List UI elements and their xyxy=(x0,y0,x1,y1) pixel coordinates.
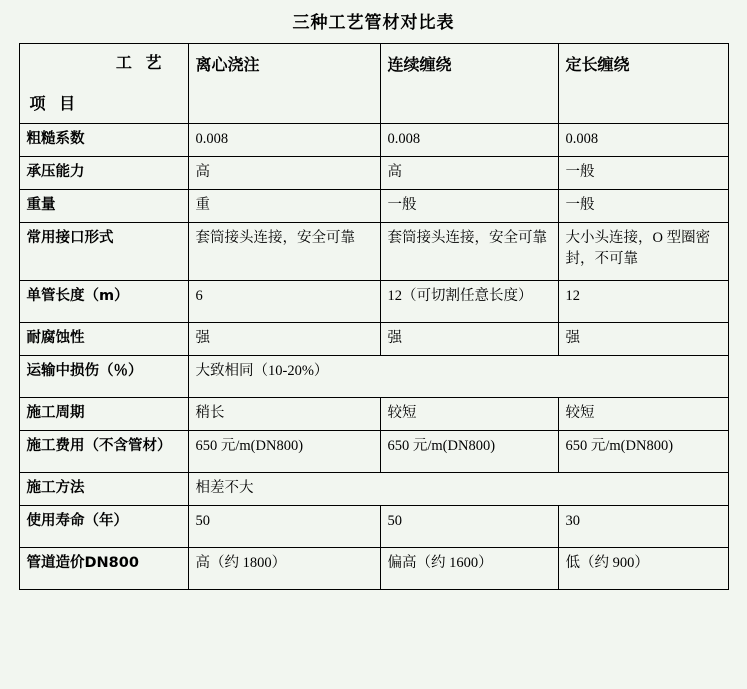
row-cell: 30 xyxy=(558,506,728,548)
row-cell-merged: 相差不大 xyxy=(188,473,728,506)
row-cell: 高 xyxy=(188,157,380,190)
row-cell: 较短 xyxy=(380,398,558,431)
row-label: 管道造价DN800 xyxy=(19,548,188,590)
row-cell: 650 元/m(DN800) xyxy=(558,431,728,473)
row-cell: 重 xyxy=(188,190,380,223)
table-row xyxy=(19,431,728,473)
row-cell: 0.008 xyxy=(188,124,380,157)
row-cell: 强 xyxy=(188,323,380,356)
row-label: 施工周期 xyxy=(19,398,188,431)
row-label: 粗糙系数 xyxy=(19,124,188,157)
row-cell: 低（约 900） xyxy=(558,548,728,590)
row-label: 耐腐蚀性 xyxy=(19,323,188,356)
row-cell: 偏高（约 1600） xyxy=(380,548,558,590)
row-cell: 强 xyxy=(380,323,558,356)
table-row xyxy=(19,548,728,590)
row-cell: 一般 xyxy=(380,190,558,223)
table-row xyxy=(19,157,728,190)
row-cell: 较短 xyxy=(558,398,728,431)
row-cell: 12 xyxy=(558,281,728,323)
column-header-3: 定长缠绕 xyxy=(558,44,728,124)
page-title: 三种工艺管材对比表 xyxy=(292,13,455,33)
table-row xyxy=(19,223,728,281)
row-cell: 50 xyxy=(380,506,558,548)
row-cell: 套筒接头连接，安全可靠 xyxy=(380,223,558,281)
table-row xyxy=(19,398,728,431)
table-row xyxy=(19,124,728,157)
row-cell: 6 xyxy=(188,281,380,323)
row-cell: 套筒接头连接，安全可靠 xyxy=(188,223,380,281)
header-corner-top-label: 工 艺 xyxy=(115,53,166,72)
row-label: 施工方法 xyxy=(19,473,188,506)
row-cell: 大小头连接，O 型圈密封，不可靠 xyxy=(558,223,728,281)
table-row xyxy=(19,356,728,398)
table-row xyxy=(19,190,728,223)
row-cell: 一般 xyxy=(558,157,728,190)
table-body xyxy=(19,44,728,590)
row-cell: 0.008 xyxy=(558,124,728,157)
row-cell: 650 元/m(DN800) xyxy=(188,431,380,473)
column-header-2: 连续缠绕 xyxy=(380,44,558,124)
table-row xyxy=(19,281,728,323)
table-header-row xyxy=(19,44,728,124)
row-cell: 一般 xyxy=(558,190,728,223)
row-cell-merged: 大致相同（10-20%） xyxy=(188,356,728,398)
comparison-table xyxy=(19,43,729,590)
row-cell: 高（约 1800） xyxy=(188,548,380,590)
row-label: 承压能力 xyxy=(19,157,188,190)
row-cell: 高 xyxy=(380,157,558,190)
row-label: 使用寿命（年） xyxy=(19,506,188,548)
row-cell: 50 xyxy=(188,506,380,548)
table-row xyxy=(19,473,728,506)
row-label: 施工费用（不含管材） xyxy=(19,431,188,473)
row-cell: 强 xyxy=(558,323,728,356)
row-cell: 0.008 xyxy=(380,124,558,157)
table-row xyxy=(19,323,728,356)
row-label: 重量 xyxy=(19,190,188,223)
row-cell: 650 元/m(DN800) xyxy=(380,431,558,473)
row-cell: 稍长 xyxy=(188,398,380,431)
header-corner-cell xyxy=(19,44,188,124)
row-cell: 12（可切割任意长度） xyxy=(380,281,558,323)
row-label: 单管长度（m） xyxy=(19,281,188,323)
row-label: 运输中损伤（％） xyxy=(19,356,188,398)
column-header-1: 离心浇注 xyxy=(188,44,380,124)
table-row xyxy=(19,506,728,548)
header-corner-bottom-label: 项 目 xyxy=(29,93,80,113)
row-label: 常用接口形式 xyxy=(19,223,188,281)
